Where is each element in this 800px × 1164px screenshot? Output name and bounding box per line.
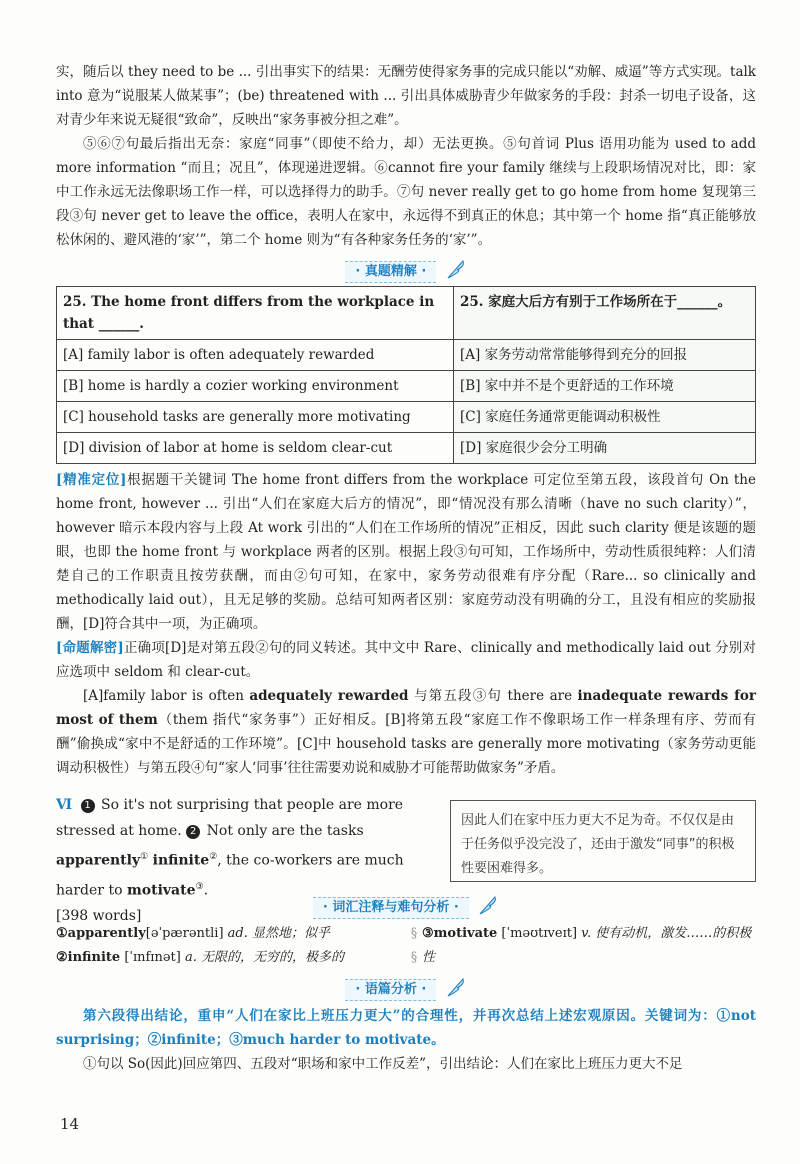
- decode-paragraph: [56, 636, 756, 684]
- option-c-zh: [C] 家庭任务通常更能调动积极性: [454, 402, 756, 433]
- translation-box: 因此人们在家中压力更大不足为奇。不仅仅是由于任务似乎没完没了，还由于激发“同事”的积极性要困难得多。: [450, 800, 756, 882]
- vocab-word: apparently: [56, 852, 141, 869]
- vocab-item: [56, 946, 406, 970]
- text-span: , the co-workers are much harder to: [56, 852, 404, 899]
- bold-phrase: adequately rewarded: [249, 688, 409, 704]
- quill-icon: [445, 258, 467, 284]
- vocab-phonetic: [ˈɪnfɪnət]: [124, 950, 181, 965]
- word-count: [398 words]: [56, 908, 142, 925]
- option-a-en: [A] family labor is often adequately rewarded: [57, 340, 454, 371]
- sentence-number-badge: 1: [81, 799, 95, 813]
- banner-label: · 真题精解 ·: [345, 261, 436, 283]
- vocab-definition: v. 使有动机，激发……的积极性: [422, 926, 752, 965]
- intro-paragraph-1: 实，随后以 they need to be ... 引出事实下的结果：无酬劳使得家务事的完成只能以“劝解、威逼”等方式实现。talk into 意为“说服某人做某事”；(be) threatened with ... 引出具体威胁青少年做家务的手段：封杀一切电子设备，这对青少年来说无疑很“致命”，反映出“家务事被分担之难”。: [56, 64, 756, 128]
- vocab-column-right: [422, 922, 756, 970]
- option-b-en: [B] home is hardly a cozier working environment: [57, 371, 454, 402]
- table-row: [57, 371, 756, 402]
- question-prompt-en: 25. The home front differs from the workplace in that ______.: [57, 287, 454, 340]
- table-row: [57, 402, 756, 433]
- vocab-column-left: [56, 922, 406, 970]
- option-c-en: [C] household tasks are generally more motivating: [57, 402, 454, 433]
- option-a-zh: [A] 家务劳动常常能够得到充分的回报: [454, 340, 756, 371]
- vocab-list: [56, 922, 756, 970]
- footnote-mark: ②: [209, 852, 218, 862]
- banner-label: · 语篇分析 ·: [345, 979, 436, 1001]
- decode-text: 正确项[D]是对第五段②句的同义转述。其中文中 Rare、clinically and methodically laid out 分别对应选项中 seldom 和 clear-cut。: [56, 640, 756, 680]
- quill-icon: [445, 976, 467, 1002]
- text-span: Not only are the tasks: [206, 823, 364, 839]
- wrong-options-paragraph: [56, 684, 756, 780]
- sentence-1: So it's not surprising that people are more stressed at home.: [56, 797, 404, 839]
- page-number: 14: [60, 1115, 80, 1133]
- discourse-summary: 第六段得出结论，重申“人们在家比上班压力更大”的合理性，并再次总结上述宏观原因。关键词为：①not surprising；②infinite；③much harder to motivate。: [56, 1008, 756, 1048]
- locate-tag: [精准定位]: [56, 472, 127, 488]
- footnote-mark: ③: [195, 881, 204, 892]
- bold-phrase: inadequate rewards for most of them: [56, 688, 757, 728]
- vocab-phonetic: [ˈməʊtɪveɪt]: [501, 926, 578, 941]
- locate-text: 根据题干关键词 The home front differs from the workplace 可定位至第五段，该段首句 On the home front, however ... 引出“人们在家庭大后方的情况”，即“情况没有那么清晰（have no such clarity）”，however 暗示本段内容与上段 At work 引出的“人们在工作场所的情况”正相反，因此 such clarity 便是该题的题眼，也即 the home front 与 workplace 两者的区别。根据上段③句可知，工作场所中，劳动性质很纯粹：人们清楚自己的工作职责且按劳获酬，而由②句可知，在家中，家务劳动很难有序分配（Rare... so clinically and methodically laid out），且无足够的奖励。总结可知两者区别：家庭劳动没有明确的分工，且没有相应的奖励报酬，[D]符合其中一项，为正确项。: [56, 472, 756, 632]
- vocab-word: infinite: [152, 852, 210, 869]
- vocab-word: ③motivate: [422, 926, 498, 941]
- table-row: [57, 287, 756, 340]
- discourse-text: ①句以 So(因此)回应第四、五段对“职场和家中工作反差”，引出结论：人们在家比上班压力更大不足: [83, 1056, 683, 1072]
- vocab-word: ①apparently: [56, 926, 146, 941]
- option-d-en: [D] division of labor at home is seldom clear-cut: [57, 433, 454, 464]
- text-span: （them 指代“家务事”）正好相反。[B]将第五段“家庭工作不像职场工作一样条理有序、劳而有酬”偷换成“家中不是舒适的工作环境”。[C]中 household tasks are generally more motivating（家务劳动更能调动积极性）与第五段④句“家人‘同事’往往需要劝说和威胁才可能帮助做家务”矛盾。: [56, 712, 756, 776]
- table-row: [57, 340, 756, 371]
- quill-icon: [477, 894, 499, 920]
- text-span: [A]family labor is often: [83, 688, 250, 704]
- text-span: .: [203, 882, 209, 899]
- paragraph-marker: Ⅵ: [56, 797, 73, 813]
- vocab-phonetic: [əˈpærəntli]: [145, 926, 224, 941]
- page-content: [56, 60, 756, 1076]
- section-banner-discourse: [56, 976, 756, 1000]
- vocab-word: ②infinite: [56, 950, 121, 965]
- section-banner-vocab: [56, 894, 756, 918]
- vocab-definition: a. 无限的，无穷的，极多的: [184, 950, 344, 965]
- question-table: [56, 286, 756, 464]
- text-span: 与第五段③句 there are: [408, 688, 578, 704]
- vocab-item: [422, 922, 756, 970]
- locate-paragraph: [56, 468, 756, 636]
- vocab-item: [56, 922, 406, 946]
- intro-paragraph-2: ⑤⑥⑦句最后指出无奈：家庭“同事”（即使不给力，却）无法更换。⑤句首词 Plus 语用功能为 used to add more information “而且；况且”，体现递进逻辑。⑥cannot fire your family 继续与上段职场情况对比，即：家中工作永远无法像职场工作一样，可以选择得力的助手。⑦句 never really get to go home from home 复现第三段③句 never get to leave the office，表明人在家中，永远得不到真正的休息；其中第一个 home 指“真正能够放松休闲的、避风港的‘家’”，第二个 home 则为“有各种家务任务的‘家’”。: [56, 136, 756, 248]
- question-prompt-zh: 25. 家庭大后方有别于工作场所在于______。: [454, 287, 756, 340]
- vocab-word: motivate: [126, 882, 196, 899]
- table-row: [57, 433, 756, 464]
- banner-label: · 词汇注释与难句分析 ·: [313, 897, 469, 919]
- column-divider: § §: [410, 926, 418, 965]
- decode-tag: [命题解密]: [56, 640, 124, 656]
- option-b-zh: [B] 家中并不是个更舒适的工作环境: [454, 371, 756, 402]
- vocab-definition: ad. 显然地；似乎: [227, 926, 331, 941]
- section-banner-exam: [56, 258, 756, 282]
- footnote-mark: ①: [140, 852, 149, 862]
- sentence-number-badge: 2: [186, 825, 200, 839]
- option-d-zh: [D] 家庭很少会分工明确: [454, 433, 756, 464]
